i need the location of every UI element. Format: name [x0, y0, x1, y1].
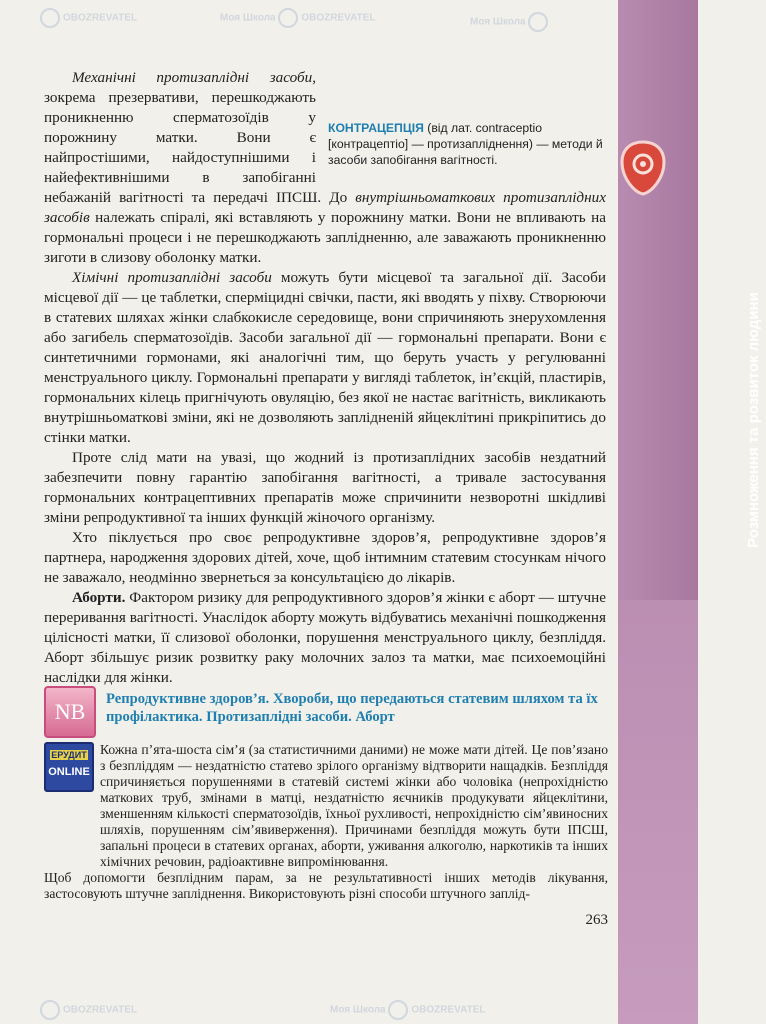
text: Фактором ризику для репродуктивного здоров’я жінки є аборт — штучне переривання вагітності. Унаслідок аборту можуть відбуватись механічні пошкодження цілісності матки, її слизової оболонки, порушення менструального циклу, безпліддя. Аборт збільшує ризик розвитку раку молочних залоз та матки, має психоемоційні наслідки для жінки. — [44, 589, 606, 686]
text: можуть бути місцевої та загальної дії. Засоби місцевої дії — це таблетки, сперміцидні свічки, пасти, які вводять у піхву. Створюючи в статевих шляхах жінки слабкокисле середовище, вони спричиняють знерухомлення або загибель сперматозоїдів. Засоби загальної дії — гормональні препарати. Вони є синтетичними гормонами, які аналогічні тим, що беруть участь у регулюванні менструального циклу. Гормональні препарати у вигляді таблеток, ін’єкцій, пластирів, гормональних кілець пригнічують овуляцію, без якої не настає вагітність, викликають внутрішньоматкові зміни, які не дозволяють заплідненій яйцеклітині прикріпитись до стінки матки. — [44, 269, 606, 446]
italic-term: внутрішньоматкових протизаплідних засобів — [44, 189, 606, 226]
definition-text: (від лат. contraceptio [контрацептіо] — протизапліднення) — методи й засоби запобігання вагітності. — [328, 121, 603, 167]
paragraph: Проте слід мати на увазі, що жодний із протизаплідних засобів нездатний забезпечити повну гарантію запобігання вагітності, а тривале застосування гормональних контрацептивних препаратів може спричинити незворотні шкідливі зміни репродуктивної та інших функцій жіночого організму. — [44, 449, 606, 526]
watermark-logo-icon — [40, 1000, 60, 1020]
watermark: Моя Школа — [470, 12, 551, 32]
float-spacer — [322, 110, 606, 172]
nb-text: Репродуктивне здоров’я. Хвороби, що передаються статевим шляхом та їх профілактика. Протизаплідні засоби. Аборт — [106, 691, 598, 725]
erudit-icon-top: ЕРУДИТ — [51, 750, 87, 760]
text: належать спіралі, які вставляють у порожнину матки. Вони не впливають на гормональні процеси і не перешкоджають заплідненню, але заважають проникненню зиготи в слизову оболонку матки. — [44, 209, 606, 266]
watermark-logo-icon — [278, 8, 298, 28]
paragraph — [44, 588, 606, 688]
bold-term: Аборти. — [72, 589, 126, 606]
watermark: OBOZREVATEL — [40, 8, 137, 28]
page-number: 263 — [585, 912, 608, 928]
definition-term: КОНТРАЦЕПЦІЯ — [328, 121, 424, 135]
italic-term: Механічні протизаплідні засоби — [72, 69, 313, 86]
watermark: OBOZREVATEL — [40, 1000, 137, 1020]
erudit-online-icon — [44, 742, 94, 792]
watermark-logo-icon — [528, 12, 548, 32]
erudit-paragraph: Щоб допомогти безплідним парам, за не результативності інших методів лікування, застосовують штучне запліднення. Використовують різні способи штучного заплід- — [44, 870, 608, 901]
paragraph — [44, 68, 606, 268]
watermark: Моя Школа OBOZREVATEL — [330, 1000, 485, 1020]
text: , зокрема презервативи, перешкоджають проникненню сперматозоїдів у порожнину матки. Вони є найпростішими, найдоступнішими і найефективнішими в запобіганні небажаній вагітності та передачі ІПСШ. До — [44, 69, 356, 206]
watermark: Моя Школа OBOZREVATEL — [220, 8, 375, 28]
side-band-top — [618, 0, 698, 600]
erudit-icon-bottom: ONLINE — [48, 766, 90, 778]
section-title-vertical: Розмноження та розвиток людини — [745, 292, 762, 548]
erudit-text — [44, 742, 608, 902]
watermark-logo-icon — [388, 1000, 408, 1020]
erudit-paragraph: Кожна п’ята-шоста сім’я (за статистичними даними) не може мати дітей. Це пов’язано з безпліддям — нездатністю статево зрілого організму відтворити нащадків. Безпліддя спричиняється порушеннями в статевій системі жінки або чоловіка (непрохідністю маткових труб, змінами в матці, нездатністю яєчників продукувати яйцеклітини, зменшенням кількості сперматозоїдів, їхньої рухливості, непрохідністю сім’явиносних шляхів, порушенням сім’явиверження). Причинами безпліддя можуть бути ІПСШ, запальні процеси в статевих органах, аборти, уживання алкоголю, наркотиків та інших хімічних речовин, радіоактивне випромінювання. — [100, 742, 608, 869]
section-emblem-icon — [620, 140, 666, 196]
paragraph — [44, 268, 606, 448]
nb-icon: NB — [44, 686, 96, 738]
watermark-logo-icon — [40, 8, 60, 28]
paragraph: Хто піклується про своє репродуктивне здоров’я, репродуктивне здоров’я партнера, народження здорових дітей, хоче, щоб інтимним статевим стосункам нічого не заважало, неодмінно звернеться за консультацією до лікарів. — [44, 529, 606, 586]
italic-term: Хімічні протизаплідні засоби — [72, 269, 272, 286]
main-text — [44, 68, 606, 688]
